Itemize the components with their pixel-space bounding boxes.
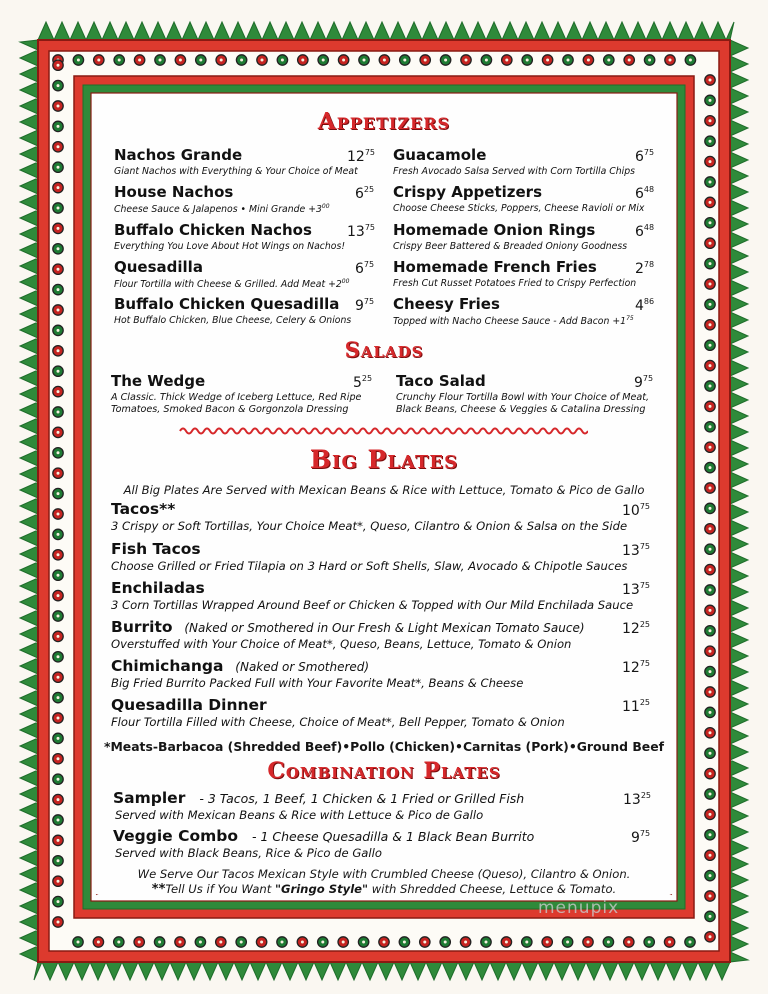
gringo-style: "Gringo Style" xyxy=(274,882,369,896)
price-dollars: 13 xyxy=(622,543,640,559)
price-cents: 75 xyxy=(364,223,376,232)
big-plate-item xyxy=(111,618,585,651)
big-plate-item xyxy=(111,500,627,533)
desc-text: Choose Cheese Sticks, Poppers, Cheese Ravioli or Mix xyxy=(393,203,645,214)
border-dot-center xyxy=(505,941,508,944)
border-dot-center xyxy=(57,900,60,903)
price xyxy=(347,223,375,240)
border-dot-center xyxy=(138,941,141,944)
border-dot-center xyxy=(383,59,386,62)
border-dot-center xyxy=(709,854,712,857)
border-dot-center xyxy=(709,915,712,918)
item-name xyxy=(113,827,534,845)
price-cents: 86 xyxy=(643,297,655,306)
item-description xyxy=(393,166,635,177)
border-dot-center xyxy=(709,160,712,163)
desc-text: Crispy Beer Battered & Breaded Oniony Goodness xyxy=(393,241,628,252)
desc-text: Fresh Avocado Salsa Served with Corn Tortilla Chips xyxy=(393,166,636,177)
combo-item xyxy=(113,789,524,822)
border-dot-center xyxy=(118,59,121,62)
border-dot-center xyxy=(57,390,60,393)
border-dot-center xyxy=(281,941,284,944)
price-cents: 75 xyxy=(364,148,376,157)
item-name: Homemade Onion Rings xyxy=(393,221,596,239)
appetizers-title: Appetizers xyxy=(317,108,451,135)
border-dot-center xyxy=(57,411,60,414)
item-note: (Naked or Smothered) xyxy=(231,660,370,674)
item-name-text: Burrito xyxy=(111,618,173,636)
price-cents: 25 xyxy=(640,791,652,800)
price-cents: 75 xyxy=(363,260,375,269)
item-name: Homemade French Fries xyxy=(393,258,597,276)
border-dot-center xyxy=(57,370,60,373)
appetizer-item xyxy=(114,258,349,290)
appetizer-item xyxy=(114,146,358,177)
price-dollars: 6 xyxy=(635,186,644,202)
item-name: The Wedge xyxy=(111,372,206,390)
item-name-text: Sampler xyxy=(113,789,186,807)
desc-cents: 75 xyxy=(626,315,634,322)
price-dollars: 9 xyxy=(355,298,364,314)
price-cents: 75 xyxy=(639,502,651,511)
border-dot-center xyxy=(689,941,692,944)
item-name-text: Tacos** xyxy=(111,500,176,518)
border-dot-center xyxy=(709,79,712,82)
appetizer-item xyxy=(114,221,345,252)
border-dot-center xyxy=(57,655,60,658)
price xyxy=(353,374,372,391)
price xyxy=(635,185,654,202)
border-dot-center xyxy=(322,59,325,62)
border-dot-center xyxy=(301,59,304,62)
price-dollars: 13 xyxy=(347,224,365,240)
appetizer-item xyxy=(114,295,351,326)
item-description xyxy=(393,203,644,214)
border-dot-center xyxy=(485,59,488,62)
desc-text: Cheese Sauce & Jalapenos • Mini Grande +3 xyxy=(114,204,322,216)
item-name: Crispy Appetizers xyxy=(393,183,543,201)
item-description xyxy=(114,241,345,252)
price-dollars: 9 xyxy=(631,830,640,846)
border-dot-center xyxy=(525,941,528,944)
border-dot-center xyxy=(179,59,182,62)
border-dot-center xyxy=(709,364,712,367)
border-dot-center xyxy=(57,288,60,291)
border-dot-center xyxy=(546,941,549,944)
border-dot-center xyxy=(57,84,60,87)
price-dollars: 13 xyxy=(622,582,640,598)
price xyxy=(622,502,650,519)
border-dot-center xyxy=(709,833,712,836)
border-dot-center xyxy=(505,59,508,62)
price xyxy=(355,260,374,277)
item-description xyxy=(114,166,358,177)
item-description: 3 Crispy or Soft Tortillas, Your Choice Meat*, Queso, Cilantro & Onion & Salsa on the Side xyxy=(111,519,628,533)
price-cents: 75 xyxy=(639,581,651,590)
border-dot-center xyxy=(566,941,569,944)
border-dot-center xyxy=(57,553,60,556)
price-dollars: 10 xyxy=(622,503,640,519)
big-plate-item xyxy=(111,696,565,729)
border-dot-center xyxy=(57,145,60,148)
border-dot-center xyxy=(485,941,488,944)
border-dot-center xyxy=(709,691,712,694)
appetizer-item xyxy=(393,221,627,252)
border-dot-center xyxy=(689,59,692,62)
border-dot-center xyxy=(301,941,304,944)
border-dot-center xyxy=(709,283,712,286)
border-dot-center xyxy=(57,921,60,924)
border-dot-center xyxy=(57,615,60,618)
price xyxy=(355,185,374,202)
border-dot-center xyxy=(57,227,60,230)
appetizer-item xyxy=(393,183,644,214)
border-dot-center xyxy=(567,59,570,62)
item-description: Flour Tortilla Filled with Cheese, Choice of Meat*, Bell Pepper, Tomato & Onion xyxy=(111,715,565,729)
price-dollars: 12 xyxy=(622,660,640,676)
border-dot-center xyxy=(444,941,447,944)
item-name-text: Quesadilla Dinner xyxy=(111,696,267,714)
border-dot-center xyxy=(240,59,243,62)
price xyxy=(355,297,374,314)
border-dot-center xyxy=(464,941,467,944)
border-dot-center xyxy=(179,941,182,944)
border-dot-center xyxy=(57,186,60,189)
border-dot-center xyxy=(260,941,263,944)
appetizer-item xyxy=(393,295,634,327)
border-dot-center xyxy=(709,935,712,938)
price-dollars: 11 xyxy=(622,699,640,715)
big-plate-item xyxy=(111,657,523,690)
price-cents: 25 xyxy=(639,698,651,707)
price-dollars: 6 xyxy=(635,149,644,165)
salads-title: Salads xyxy=(344,337,424,362)
border-dot-center xyxy=(587,941,590,944)
price-dollars: 12 xyxy=(622,621,640,637)
border-dot-center xyxy=(57,798,60,801)
border-dot-center xyxy=(526,59,529,62)
border-dot-center xyxy=(648,59,651,62)
price-dollars: 6 xyxy=(635,224,644,240)
desc-text: Fresh Cut Russet Potatoes Fried to Crispy Perfection xyxy=(393,278,637,289)
desc-text: Hot Buffalo Chicken, Blue Cheese, Celery & Onions xyxy=(114,315,352,326)
wavy-divider xyxy=(178,424,588,438)
price xyxy=(622,581,650,598)
border-dot-center xyxy=(709,140,712,143)
item-name: Guacamole xyxy=(393,146,487,164)
footer-stars: ** xyxy=(151,882,166,897)
item-description: Choose Grilled or Fried Tilapia on 3 Hard or Soft Shells, Slaw, Avocado & Chipotle Sauces xyxy=(111,559,628,573)
desc-text: Topped with Nacho Cheese Sauce - Add Bacon +1 xyxy=(393,316,627,328)
item-name: Buffalo Chicken Nachos xyxy=(114,221,312,239)
border-dot-center xyxy=(403,59,406,62)
item-name xyxy=(111,618,585,636)
border-dot-center xyxy=(709,629,712,632)
border-dot-center xyxy=(57,64,60,67)
border-dot-center xyxy=(709,385,712,388)
item-name xyxy=(111,500,627,518)
border-dot-center xyxy=(709,99,712,102)
border-dot-center xyxy=(709,303,712,306)
item-description xyxy=(114,203,330,215)
border-dot-center xyxy=(57,533,60,536)
border-dot-center xyxy=(363,59,366,62)
price xyxy=(623,791,651,808)
border-dot-center xyxy=(444,59,447,62)
item-note: (Naked or Smothered in Our Fresh & Light Mexican Tomato Sauce) xyxy=(180,621,585,635)
border-dot-center xyxy=(546,59,549,62)
combination-title: Combination Plates xyxy=(267,758,501,784)
border-dot-center xyxy=(709,609,712,612)
border-dot-center xyxy=(627,941,630,944)
price xyxy=(622,542,650,559)
border-dot-center xyxy=(57,431,60,434)
border-dot-center xyxy=(57,574,60,577)
border-dot-center xyxy=(57,696,60,699)
border-dot-center xyxy=(709,507,712,510)
price-cents: 75 xyxy=(643,148,655,157)
border-dot-center xyxy=(57,717,60,720)
price-cents: 75 xyxy=(363,297,375,306)
price-dollars: 2 xyxy=(635,261,644,277)
border-dot-center xyxy=(220,59,223,62)
item-name-text: Chimichanga xyxy=(111,657,224,675)
item-note: - 1 Cheese Quesadilla & 1 Black Bean Burrito xyxy=(252,829,535,844)
item-description: 3 Corn Tortillas Wrapped Around Beef or Chicken & Topped with Our Mild Enchilada Sauce xyxy=(111,598,634,612)
price-cents: 75 xyxy=(639,542,651,551)
item-name-text: Fish Tacos xyxy=(111,540,201,558)
price-cents: 48 xyxy=(643,185,655,194)
border-dot-center xyxy=(57,513,60,516)
border-dot-center xyxy=(709,793,712,796)
footer-line-2 xyxy=(0,882,768,897)
price-dollars: 6 xyxy=(355,186,364,202)
border-dot-center xyxy=(97,59,100,62)
footer-text-a: Tell Us if You Want xyxy=(165,882,275,896)
border-dot-center xyxy=(57,594,60,597)
price xyxy=(622,620,650,637)
meats-line: *Meats-Barbacoa (Shredded Beef)•Pollo (Chicken)•Carnitas (Pork)•Ground Beef xyxy=(103,739,665,754)
watermark: menupix xyxy=(538,898,620,918)
border-dot-center xyxy=(709,221,712,224)
border-dot-center xyxy=(199,941,202,944)
price xyxy=(635,148,654,165)
item-name-text: Enchiladas xyxy=(111,579,205,597)
border-dot-center xyxy=(709,813,712,816)
price-cents: 25 xyxy=(639,620,651,629)
item-description: A Classic. Thick Wedge of Iceberg Lettuce, Red Ripe xyxy=(111,392,362,403)
item-description xyxy=(393,315,634,327)
appetizer-item xyxy=(114,183,330,215)
item-note: - 3 Tacos, 1 Beef, 1 Chicken & 1 Fried or Grilled Fish xyxy=(199,791,525,806)
border-dot-center xyxy=(342,59,345,62)
border-dot-center xyxy=(709,670,712,673)
item-description: Tomatoes, Smoked Bacon & Gorgonzola Dressing xyxy=(111,404,349,415)
border-dot-center xyxy=(240,941,243,944)
price-cents: 25 xyxy=(363,185,375,194)
border-dot-center xyxy=(709,650,712,653)
footer-text-c: with Shredded Cheese, Lettuce & Tomato. xyxy=(368,882,617,896)
border-dot-center xyxy=(709,425,712,428)
price-cents: 78 xyxy=(643,260,655,269)
item-description xyxy=(114,278,349,290)
item-name: Buffalo Chicken Quesadilla xyxy=(114,295,340,313)
item-name: Nachos Grande xyxy=(114,146,243,164)
price-cents: 75 xyxy=(642,374,654,383)
desc-cents: 00 xyxy=(341,278,350,285)
item-description xyxy=(114,315,351,326)
price-dollars: 9 xyxy=(634,375,643,391)
border-dot-center xyxy=(57,268,60,271)
desc-text: Everything You Love About Hot Wings on Nachos! xyxy=(114,241,346,252)
border-dot-center xyxy=(628,59,631,62)
price xyxy=(622,659,650,676)
border-dot-center xyxy=(57,247,60,250)
price xyxy=(635,297,654,314)
price-cents: 48 xyxy=(643,223,655,232)
border-dot-center xyxy=(424,59,427,62)
appetizer-item xyxy=(393,258,636,289)
price-dollars: 13 xyxy=(623,792,641,808)
price-cents: 75 xyxy=(639,659,651,668)
big-plates-title: Big Plates xyxy=(309,445,459,474)
border-dot-center xyxy=(57,329,60,332)
price xyxy=(635,223,654,240)
item-description xyxy=(393,241,627,252)
item-name: Quesadilla xyxy=(114,258,203,276)
border-dot-center xyxy=(709,711,712,714)
price-dollars: 6 xyxy=(355,261,364,277)
border-dot-center xyxy=(57,859,60,862)
border-dot-center xyxy=(709,262,712,265)
price xyxy=(634,374,653,391)
border-dot-center xyxy=(57,676,60,679)
item-name: Cheesy Fries xyxy=(393,295,500,313)
border-dot-center xyxy=(57,207,60,210)
border-dot-center xyxy=(709,405,712,408)
border-dot-center xyxy=(423,941,426,944)
price-cents: 25 xyxy=(361,374,373,383)
desc-text: Flour Tortilla with Cheese & Grilled. Add Meat +2 xyxy=(114,279,342,291)
price xyxy=(622,698,650,715)
border-dot-center xyxy=(321,941,324,944)
border-dot-center xyxy=(57,309,60,312)
big-plates-intro: All Big Plates Are Served with Mexican Beans & Rice with Lettuce, Tomato & Pico de Gallo xyxy=(123,483,645,497)
border-dot-center xyxy=(709,201,712,204)
item-description: Served with Mexican Beans & Rice with Lettuce & Pico de Gallo xyxy=(115,808,484,822)
border-dot-center xyxy=(57,839,60,842)
item-description xyxy=(393,278,636,289)
border-dot-center xyxy=(261,59,264,62)
border-dot-center xyxy=(668,941,671,944)
border-dot-center xyxy=(57,166,60,169)
border-dot-center xyxy=(158,941,161,944)
border-dot-center xyxy=(709,568,712,571)
border-dot-center xyxy=(383,941,386,944)
big-plate-item xyxy=(111,579,633,612)
item-name xyxy=(111,657,523,675)
price xyxy=(631,829,650,846)
item-name-text: Veggie Combo xyxy=(113,827,238,845)
border-dot-center xyxy=(709,181,712,184)
item-name xyxy=(111,579,633,597)
salad-item xyxy=(111,372,361,415)
border-dot-center xyxy=(709,548,712,551)
border-dot-center xyxy=(465,59,468,62)
border-dot-center xyxy=(219,941,222,944)
item-description: Overstuffed with Your Choice of Meat*, Queso, Beans, Lettuce, Tomato & Onion xyxy=(111,637,572,651)
item-name xyxy=(113,789,524,807)
price-dollars: 5 xyxy=(353,375,362,391)
border-dot-center xyxy=(138,59,141,62)
item-description: Served with Black Beans, Rice & Pico de Gallo xyxy=(115,846,382,860)
border-dot-center xyxy=(607,941,610,944)
price xyxy=(347,148,375,165)
border-dot-center xyxy=(77,941,80,944)
footer-line-1: We Serve Our Tacos Mexican Style with Crumbled Cheese (Queso), Cilantro & Onion. xyxy=(137,867,631,881)
border-dot-center xyxy=(199,59,202,62)
appetizer-item xyxy=(393,146,635,177)
desc-cents: 00 xyxy=(321,203,330,210)
item-description: Crunchy Flour Tortilla Bowl with Your Choice of Meat, xyxy=(396,392,650,403)
desc-text: Giant Nachos with Everything & Your Choice of Meat xyxy=(114,166,358,177)
border-dot-center xyxy=(117,941,120,944)
border-dot-center xyxy=(159,59,162,62)
border-dot-center xyxy=(648,941,651,944)
border-dot-center xyxy=(403,941,406,944)
border-dot-center xyxy=(709,242,712,245)
border-dot-center xyxy=(709,731,712,734)
border-dot-center xyxy=(97,941,100,944)
price-cents: 75 xyxy=(639,829,651,838)
price-dollars: 12 xyxy=(347,149,365,165)
border-dot-center xyxy=(587,59,590,62)
border-dot-center xyxy=(362,941,365,944)
item-name: Taco Salad xyxy=(396,372,486,390)
border-dot-center xyxy=(77,59,80,62)
price-dollars: 4 xyxy=(635,298,644,314)
item-description: Big Fried Burrito Packed Full with Your Favorite Meat*, Beans & Cheese xyxy=(111,676,524,690)
border-dot-center xyxy=(342,941,345,944)
border-dot-center xyxy=(669,59,672,62)
border-dot-center xyxy=(709,323,712,326)
big-plate-item xyxy=(111,540,627,573)
border-dot-center xyxy=(607,59,610,62)
border-dot-center xyxy=(709,527,712,530)
salad-item xyxy=(396,372,649,415)
item-description: Black Beans, Cheese & Veggies & Catalina Dressing xyxy=(396,404,646,415)
price xyxy=(635,260,654,277)
border-dot-center xyxy=(57,819,60,822)
combo-item xyxy=(113,827,534,860)
border-dot-center xyxy=(709,589,712,592)
border-dot-center xyxy=(57,635,60,638)
item-name xyxy=(111,696,565,714)
item-name xyxy=(111,540,627,558)
item-name: House Nachos xyxy=(114,183,234,201)
border-dot-center xyxy=(281,59,284,62)
